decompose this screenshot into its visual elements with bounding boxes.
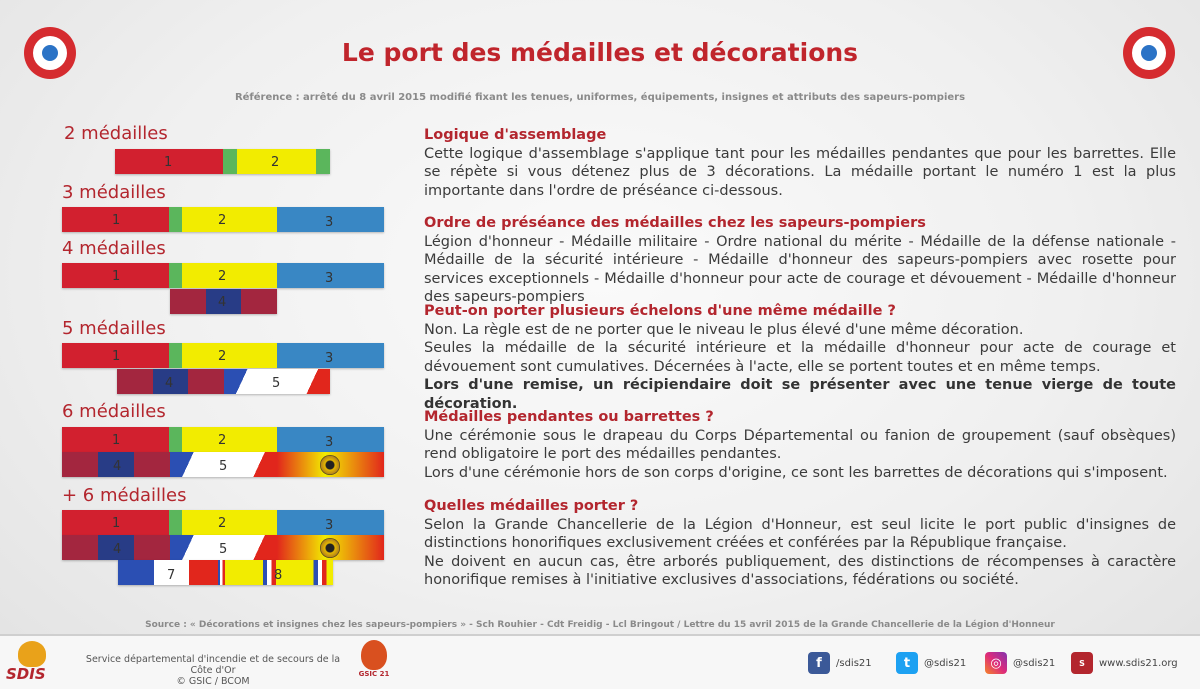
ribbon-7-row3 [118, 560, 333, 585]
section-heading: Peut-on porter plusieurs échelons d'une même médaille ? [424, 303, 896, 319]
ribbon-number: 4 [113, 542, 122, 557]
ribbon-number: 1 [112, 433, 121, 448]
section-quelles [424, 497, 1176, 590]
section-heading: Quelles médailles porter ? [424, 498, 639, 514]
medal-rosette-icon [320, 455, 340, 475]
ribbon-number: 7 [167, 568, 176, 583]
section-paragraph: Une cérémonie sous le drapeau du Corps Départemental ou fanion de groupement (sauf obsèques) rend obligatoire le port des médailles pendantes. [424, 427, 1176, 463]
section-pendantes [424, 408, 1176, 482]
section-paragraph: Seules la médaille de la sécurité intérieure et la médaille d'honneur pour acte de courage et dévouement sont cumulatives. Décernées à l'acte, elle se portent toutes et en même temps. [424, 340, 1176, 375]
ribbon-number: 4 [218, 295, 227, 310]
facebook-link[interactable]: f /sdis21 [808, 652, 872, 674]
section-paragraph: Selon la Grande Chancellerie de la Légion d'Honneur, est seul licite le port public d'insignes de distinctions honorifiques exclusivement créées et conférées par la République française. [424, 516, 1176, 552]
section-echelons [424, 302, 1176, 414]
section-paragraph: Cette logique d'assemblage s'applique tant pour les médailles pendantes que pour les barrettes. Elle se répète si vous détenez plus de 3 décorations. La médaille portant le numéro 1 est la plus importante dans l'ordre de préséance ci-dessous. [424, 145, 1176, 199]
reference-text: Référence : arrêté du 8 avril 2015 modifié fixant les tenues, uniformes, équipements, insignes et attributs des sapeurs-pompiers [234, 92, 966, 103]
section-heading: Ordre de préséance des médailles chez les sapeurs-pompiers [424, 215, 926, 231]
label-4-medailles: 4 médailles [62, 238, 166, 259]
ribbon-number: 2 [218, 433, 227, 448]
ribbon-number: 5 [219, 459, 228, 474]
ribbon-number: 3 [325, 215, 334, 230]
ribbon-number: 1 [164, 155, 173, 170]
ribbon-number: 3 [325, 435, 334, 450]
medal-rosette-icon [320, 538, 340, 558]
ribbon-number: 2 [218, 213, 227, 228]
ribbon-number: 1 [112, 516, 121, 531]
section-bold-note: Lors d'une remise, un récipiendaire doit se présenter avec une tenue vierge de toute décoration. [424, 377, 1176, 412]
label-3-medailles: 3 médailles [62, 182, 166, 203]
ribbon-number: 2 [218, 516, 227, 531]
ribbon-number: 1 [112, 269, 121, 284]
section-paragraph: Lors d'une cérémonie hors de son corps d'origine, ce sont les barrettes de décorations qui s'imposent. [424, 464, 1168, 481]
section-heading: Logique d'assemblage [424, 127, 607, 143]
twitter-link[interactable]: t @sdis21 [896, 652, 966, 674]
ribbon-number: 5 [219, 542, 228, 557]
ribbon-number: 1 [112, 349, 121, 364]
ribbon-number: 1 [112, 213, 121, 228]
section-paragraph: Légion d'honneur - Médaille militaire - Ordre national du mérite - Médaille de la défense nationale - Médaille de la sécurité intérieure - Médaille d'honneur des sapeurs-pompiers avec rosette pour services exceptionnels - Médaille d'honneur pour acte de courage et dévouement - Médaille d'honneur des sapeurs-pompiers [424, 233, 1176, 306]
source-text: Source : « Décorations et insignes chez les sapeurs-pompiers » - Sch Rouhier - Cdt Freidig - Lcl Bringout / Lettre du 15 avril 2015 de la Grande Chancellerie de la Légion d'Honneur [145, 620, 1055, 630]
ribbon-number: 4 [165, 376, 174, 391]
gsic-logo: GSIC 21 [355, 640, 393, 686]
ribbon-number: 4 [113, 459, 122, 474]
ribbon-number: 3 [325, 518, 334, 533]
section-preseance [424, 214, 1176, 307]
section-logique [424, 126, 1176, 200]
ribbon-number: 3 [325, 271, 334, 286]
label-plus-6-medailles: + 6 médailles [62, 485, 187, 506]
website-link[interactable]: S www.sdis21.org [1071, 652, 1178, 674]
footer [0, 634, 1200, 689]
ribbon-2 [115, 149, 330, 174]
facebook-icon: f [808, 652, 830, 674]
instagram-link[interactable]: ◎ @sdis21 [985, 652, 1055, 674]
ribbon-number: 5 [272, 376, 281, 391]
ribbon-number: 2 [218, 349, 227, 364]
ribbon-number: 8 [274, 568, 283, 583]
sdis-logo: SDIS [6, 641, 62, 683]
section-paragraph: Ne doivent en aucun cas, être arborés publiquement, des distinctions de récompenses à caractère honorifique remises à l'initiative exclusives d'associations, fédérations ou société. [424, 553, 1176, 589]
section-heading: Médailles pendantes ou barrettes ? [424, 409, 714, 425]
ribbon-number: 2 [218, 269, 227, 284]
ribbon-number: 3 [325, 351, 334, 366]
page-title: Le port des médailles et décorations [341, 38, 859, 67]
section-paragraph: Non. La règle est de ne porter que le niveau le plus élevé d'une même décoration. [424, 321, 1024, 338]
footer-org: Service départemental d'incendie et de secours de la Côte d'Or [85, 654, 341, 676]
label-5-medailles: 5 médailles [62, 318, 166, 339]
twitter-icon: t [896, 652, 918, 674]
label-6-medailles: 6 médailles [62, 401, 166, 422]
ribbon-5-row2 [117, 369, 330, 394]
footer-credit: © GSIC / BCOM [176, 676, 250, 687]
sdis-small-icon: S [1071, 652, 1093, 674]
ribbon-number: 2 [271, 155, 280, 170]
label-2-medailles: 2 médailles [64, 123, 168, 144]
instagram-icon: ◎ [985, 652, 1007, 674]
